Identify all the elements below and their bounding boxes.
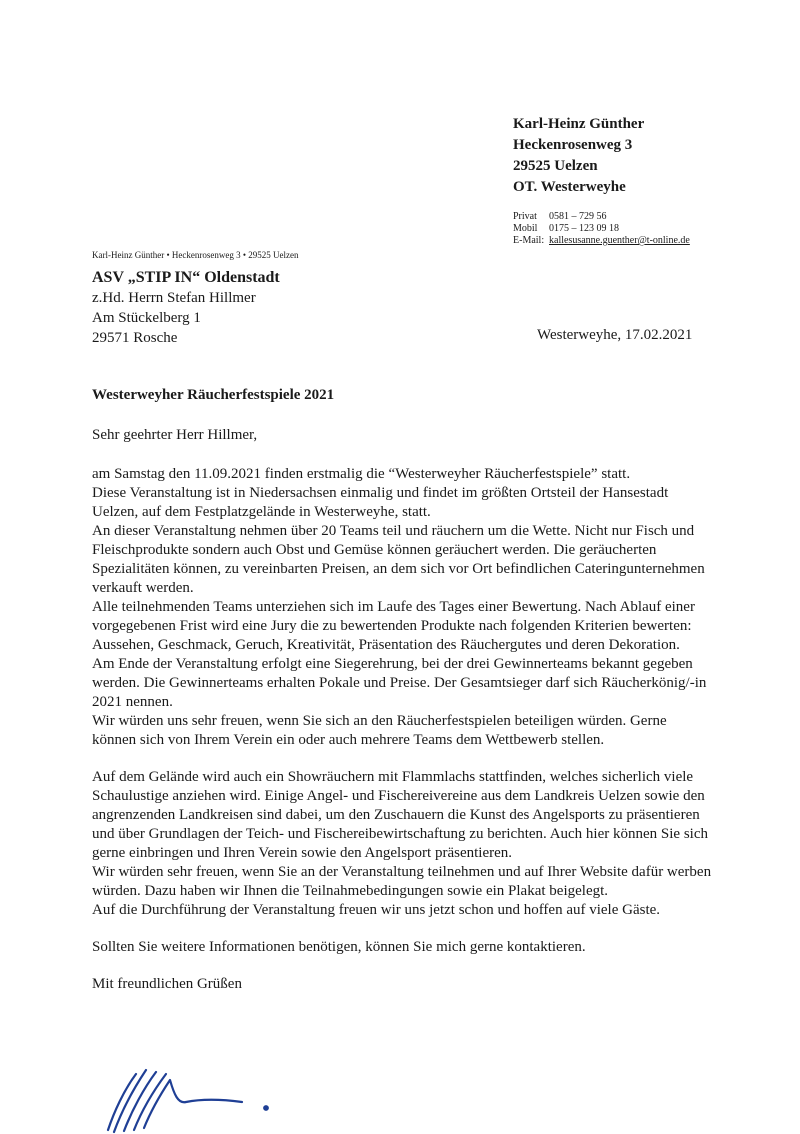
- return-address-line: Karl-Heinz Günther • Heckenrosenweg 3 • 29525 Uelzen: [92, 250, 299, 260]
- paragraph: am Samstag den 11.09.2021 finden erstmalig die “Westerweyher Räucherfestspiele” statt.: [92, 466, 631, 482]
- email-link[interactable]: kallesusanne.guenther@t-online.de: [549, 235, 690, 246]
- contact-row-private: [513, 211, 690, 223]
- salutation: Sehr geehrter Herr Hillmer,: [92, 427, 258, 443]
- paragraph: Wir würden uns sehr freuen, wenn Sie sich an den Räucherfestspielen beteiligen würden. Gerne können sich von Ihrem Verein ein oder auch mehrere Teams dem Wettbewerb stellen.: [92, 713, 667, 748]
- paragraph: Sollten Sie weitere Informationen benötigen, können Sie mich gerne kontaktieren.: [92, 939, 586, 955]
- paragraph: An dieser Veranstaltung nehmen über 20 Teams teil und räuchern um die Wette. Nicht nur Fisch und Fleischprodukte sondern auch Obst und Gemüse können geräuchert werden. Die geräucherten Spezialitäten können, zu vereinbarten Preisen, an dem sich vor Ort befindlichen Cateringunternehmen verkauft werden.: [92, 523, 705, 596]
- contact-value: 0581 – 729 56: [549, 211, 607, 222]
- contact-label: Mobil: [513, 223, 538, 234]
- signature: [100, 1064, 290, 1134]
- contact-row-mobile: [513, 223, 690, 235]
- paragraph: Auf die Durchführung der Veranstaltung freuen wir uns jetzt schon und hoffen auf viele Gäste.: [92, 902, 661, 918]
- subject-line: Westerweyher Räucherfestspiele 2021: [92, 387, 335, 403]
- sender-street: Heckenrosenweg 3: [513, 137, 633, 153]
- paragraph: Auf dem Gelände wird auch ein Showräuchern mit Flammlachs stattfinden, welches sicherlich viele Schaulustige anziehen wird. Einige Angel- und Fischereivereine aus dem Landkreis Uelzen sowie den angrenzenden Landkreisen sind dabei, um den Zuschauern die Kunst des Angelsports zu präsentieren und über Grundlagen der Teich- und Fischereibewirtschaftung zu berichten. Auch hier können Sie sich gerne einbringen und Ihren Verein sowie den Angelsport präsentieren.: [92, 769, 708, 861]
- recipient-street: Am Stückelberg 1: [92, 310, 201, 326]
- contact-row-email: [513, 235, 690, 247]
- closing: Mit freundlichen Grüßen: [92, 976, 242, 992]
- sender-city: 29525 Uelzen: [513, 158, 598, 174]
- contact-block: [513, 211, 690, 247]
- paragraph: Am Ende der Veranstaltung erfolgt eine Siegerehrung, bei der drei Gewinnerteams bekannt gegeben werden. Die Gewinnerteams erhalten Pokale und Preise. Der Gesamtsieger darf sich Räucherkönig/-in 2021 nennen.: [92, 656, 707, 710]
- contact-value: 0175 – 123 09 18: [549, 223, 619, 234]
- recipient-address-block: [92, 268, 280, 348]
- recipient-organization: ASV „STIP IN“ Oldenstadt: [92, 269, 280, 286]
- letter-body: [92, 426, 712, 994]
- recipient-attention: z.Hd. Herrn Stefan Hillmer: [92, 290, 256, 306]
- paragraph: Wir würden sehr freuen, wenn Sie an der Veranstaltung teilnehmen und auf Ihrer Website dafür werben würden. Dazu haben wir Ihnen die Teilnahmebedingungen sowie ein Plakat beigelegt.: [92, 864, 712, 899]
- date-line: Westerweyhe, 17.02.2021: [537, 327, 693, 343]
- contact-label: E-Mail:: [513, 235, 545, 246]
- sender-name: Karl-Heinz Günther: [513, 116, 645, 132]
- paragraph: Diese Veranstaltung ist in Niedersachsen einmalig und findet im größten Ortsteil der Hansestadt Uelzen, auf dem Festplatzgelände in Westerweyhe, statt.: [92, 485, 669, 520]
- recipient-city: 29571 Rosche: [92, 330, 178, 346]
- sender-address-block: [513, 114, 644, 198]
- paragraph: Alle teilnehmenden Teams unterziehen sich im Laufe des Tages einer Bewertung. Nach Ablauf einer vorgegebenen Frist wird eine Jury die zu bewertenden Produkte nach folgenden Kriterien bewerten: Aussehen, Geschmack, Geruch, Kreativität, Präsentation des Räuchergutes und deren Dekoration.: [92, 599, 695, 653]
- contact-label: Privat: [513, 211, 537, 222]
- sender-district: OT. Westerweyhe: [513, 179, 626, 195]
